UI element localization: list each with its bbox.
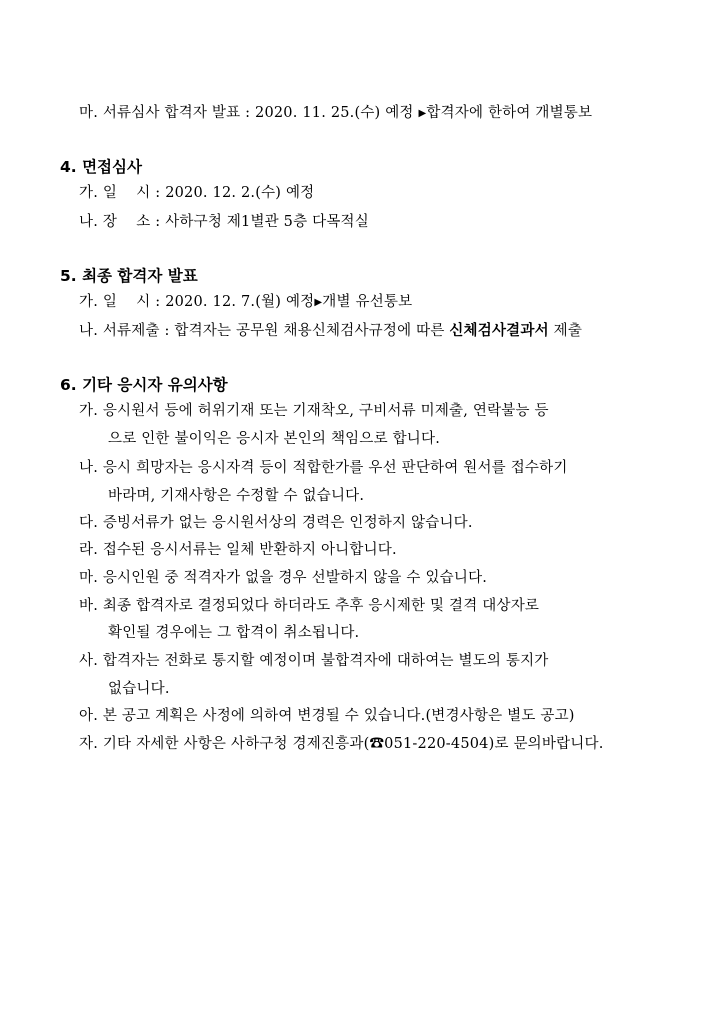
notes-line bbox=[79, 401, 549, 421]
item-label: 가. bbox=[79, 403, 99, 419]
item-label: 마. bbox=[79, 105, 99, 121]
notes-line bbox=[79, 651, 549, 671]
item-label: 다. bbox=[79, 515, 99, 531]
item-label: 마. bbox=[79, 570, 99, 586]
item-label: 바. bbox=[79, 598, 99, 614]
notes-line bbox=[79, 734, 604, 754]
item-label: 나. bbox=[79, 214, 99, 230]
item-label: 가. bbox=[79, 294, 99, 310]
item-text: 확인될 경우에는 그 합격이 취소됩니다. bbox=[108, 625, 360, 641]
interview-date-line bbox=[79, 183, 314, 203]
section-heading-interview: 4. 면접심사 bbox=[60, 158, 142, 176]
notes-line bbox=[108, 486, 364, 506]
notes-line bbox=[79, 596, 539, 616]
item-text: 서류제출 : 합격자는 공무원 채용신체검사규정에 따른 bbox=[98, 323, 450, 339]
item-label: 나. bbox=[79, 460, 99, 476]
notes-line bbox=[79, 513, 473, 533]
item-text: 제출 bbox=[548, 323, 583, 339]
notes-line bbox=[79, 706, 575, 726]
notes-line bbox=[108, 679, 170, 699]
item-label: 라. bbox=[79, 542, 99, 558]
notes-line bbox=[108, 623, 359, 643]
item-label: 가. bbox=[79, 185, 99, 201]
item-text: 본 공고 계획은 사정에 의하여 변경될 수 있습니다.(변경사항은 별도 공고) bbox=[98, 708, 575, 724]
arrow-icon: ▶ bbox=[314, 297, 323, 308]
item-label: 자. bbox=[79, 736, 99, 752]
item-text: 서류심사 합격자 발표 : 2020. 11. 25.(수) 예정 bbox=[98, 105, 419, 121]
section-heading-notes: 6. 기타 응시자 유의사항 bbox=[60, 376, 228, 394]
final-result-date-line bbox=[79, 292, 412, 313]
item-text: 바라며, 기재사항은 수정할 수 없습니다. bbox=[108, 488, 365, 504]
document-result-announcement-line bbox=[79, 103, 592, 124]
item-text: 증빙서류가 없는 응시원서상의 경력은 인정하지 않습니다. bbox=[98, 515, 473, 531]
item-text: 일 시 : 2020. 12. 2.(수) 예정 bbox=[98, 185, 315, 201]
item-text: 합격자는 전화로 통지할 예정이며 불합격자에 대하여는 별도의 통지가 bbox=[98, 653, 549, 669]
item-text: 합격자에 한하여 개별통보 bbox=[426, 105, 593, 121]
medical-certificate-text: 신체검사결과서 bbox=[449, 323, 549, 339]
item-text: 없습니다. bbox=[108, 681, 170, 697]
item-label: 사. bbox=[79, 653, 99, 669]
item-text: 으로 인한 불이익은 응시자 본인의 책임으로 합니다. bbox=[108, 431, 441, 447]
item-text: 일 시 : 2020. 12. 7.(월) 예정 bbox=[98, 294, 315, 310]
notes-line bbox=[108, 429, 440, 449]
item-text: 최종 합격자로 결정되었다 하더라도 추후 응시제한 및 결격 대상자로 bbox=[98, 598, 540, 614]
notes-line bbox=[79, 568, 487, 588]
notes-line bbox=[79, 540, 397, 560]
interview-place-line bbox=[79, 212, 369, 232]
notes-line bbox=[79, 458, 568, 478]
item-text: 접수된 응시서류는 일체 반환하지 아니합니다. bbox=[98, 542, 397, 558]
section-heading-final-result: 5. 최종 합격자 발표 bbox=[60, 267, 198, 285]
document-submission-line bbox=[79, 321, 582, 341]
item-label: 나. bbox=[79, 323, 99, 339]
item-text: 개별 유선통보 bbox=[322, 294, 413, 310]
item-text: 기타 자세한 사항은 사하구청 경제진흥과(☎051-220-4504)로 문의바랍니다. bbox=[98, 736, 604, 752]
item-text: 응시인원 중 적격자가 없을 경우 선발하지 않을 수 있습니다. bbox=[98, 570, 488, 586]
item-text: 장 소 : 사하구청 제1별관 5층 다목적실 bbox=[98, 214, 369, 230]
item-text: 응시 희망자는 응시자격 등이 적합한가를 우선 판단하여 원서를 접수하기 bbox=[98, 460, 568, 476]
arrow-icon: ▶ bbox=[418, 108, 427, 119]
item-text: 응시원서 등에 허위기재 또는 기재착오, 구비서류 미제출, 연락불능 등 bbox=[98, 403, 549, 419]
item-label: 아. bbox=[79, 708, 99, 724]
